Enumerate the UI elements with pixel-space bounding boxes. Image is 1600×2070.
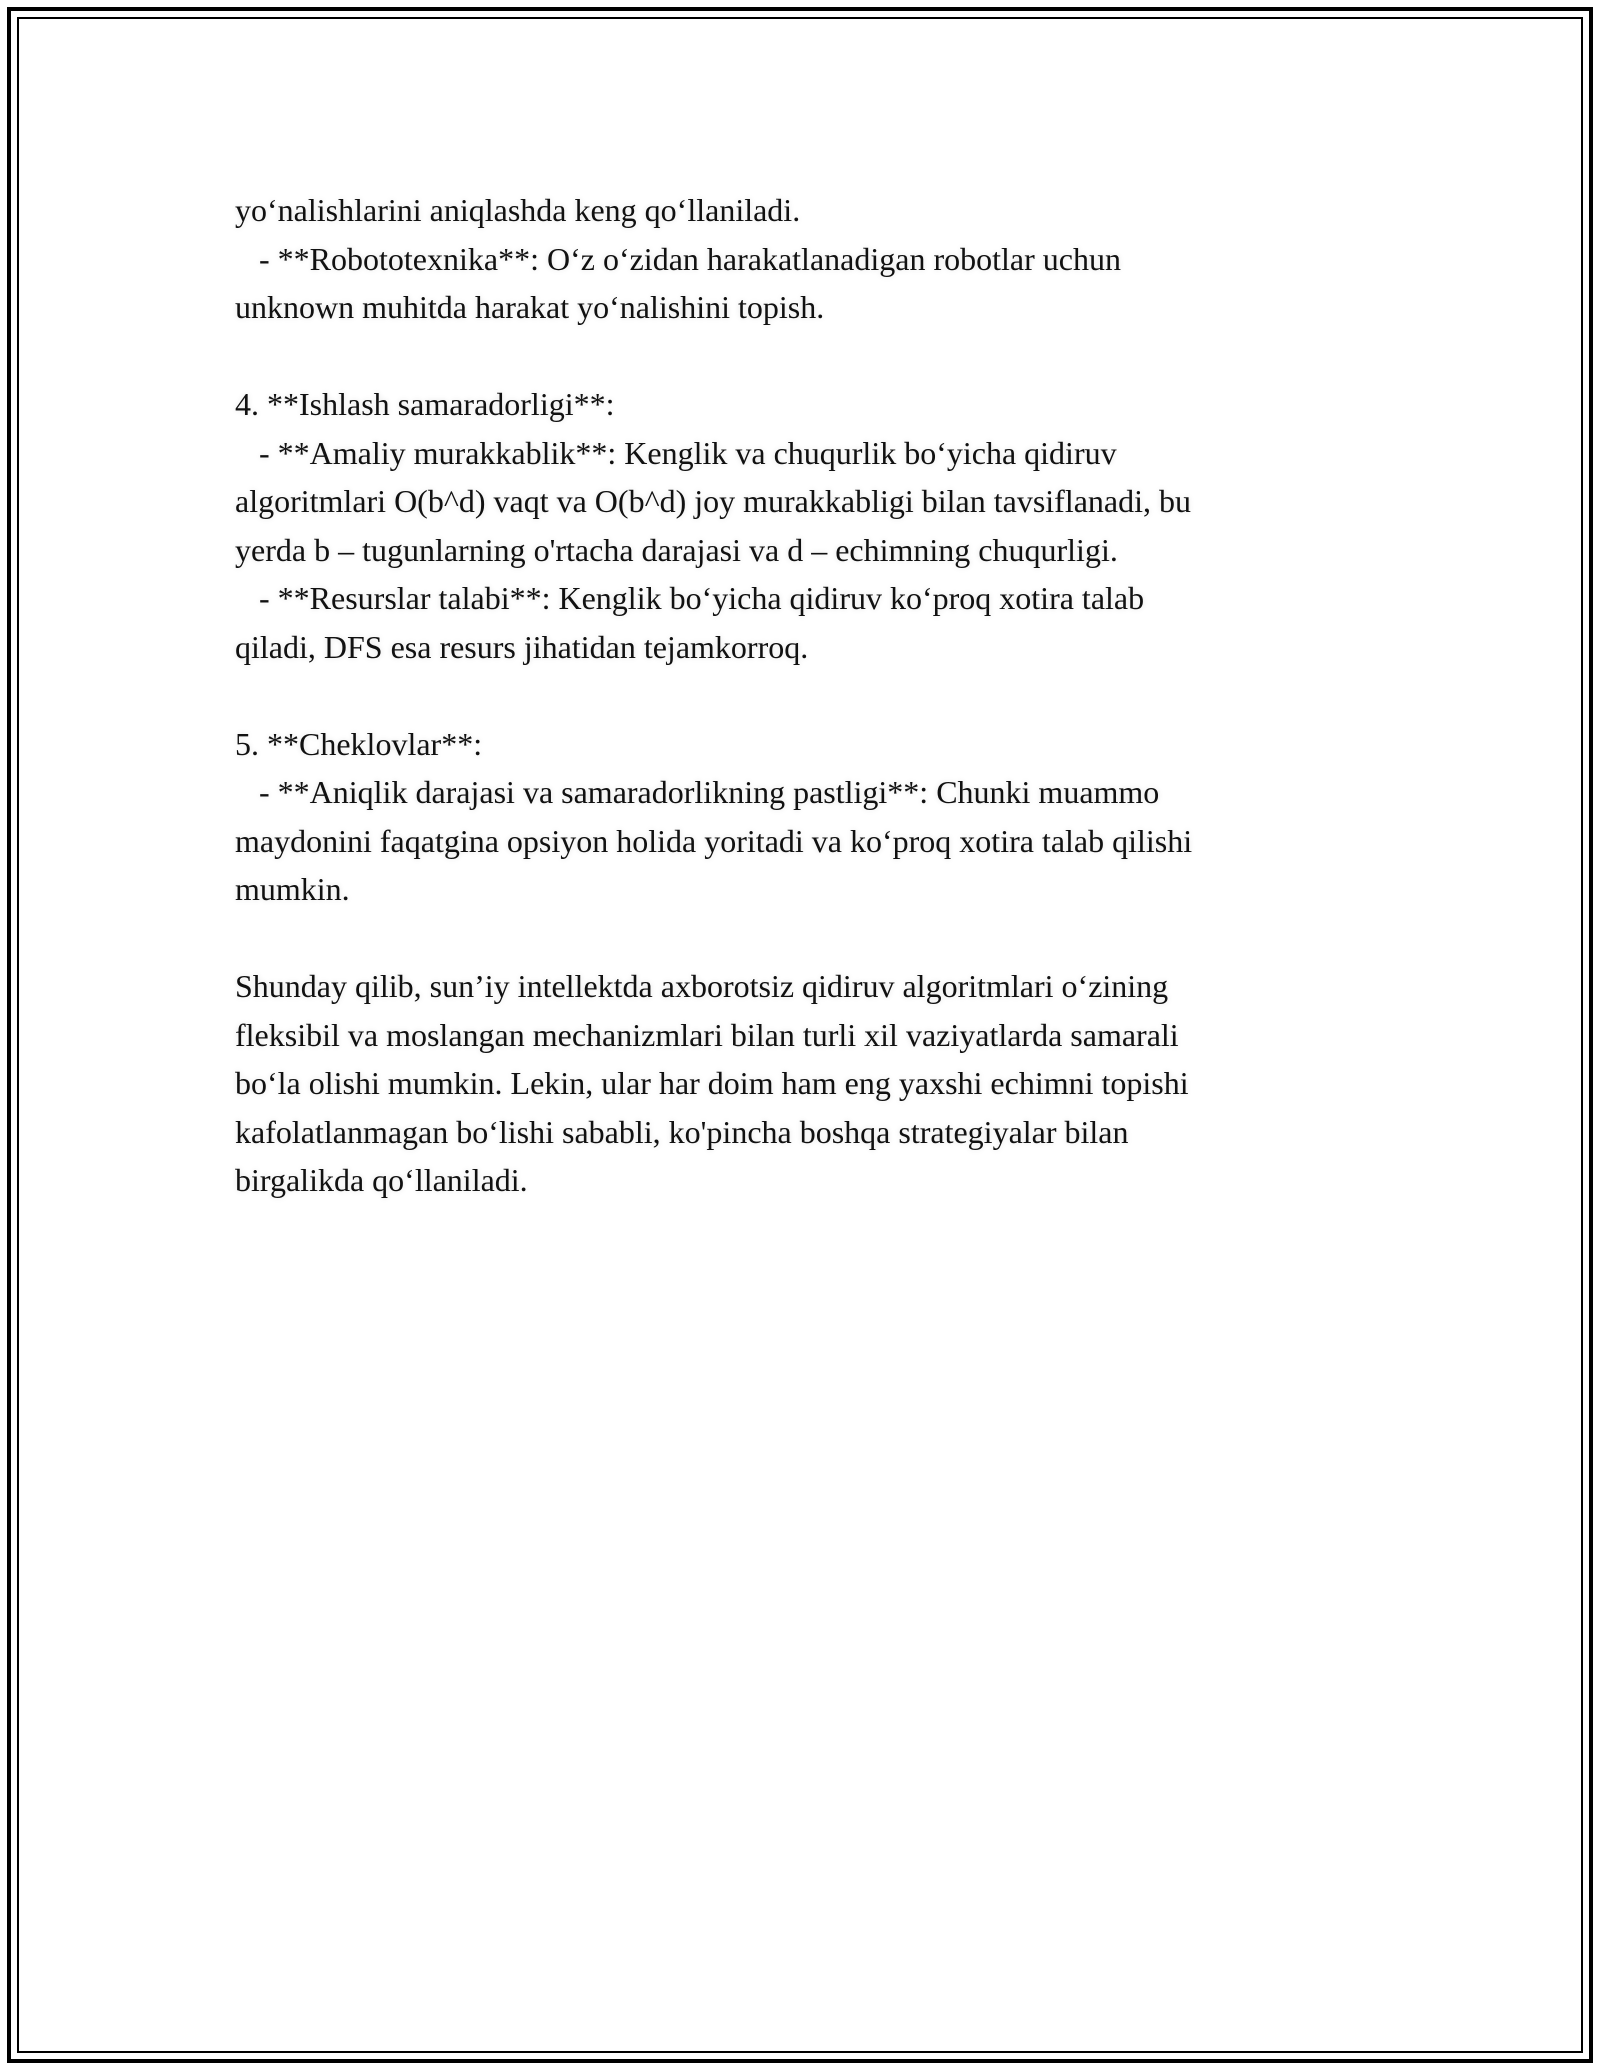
text-line: mumkin. [235,871,350,907]
text-line: - **Resurslar talabi**: Kenglik bo‘yicha qidiruv ko‘proq xotira talab [235,580,1145,616]
text-line: unknown muhitda harakat yo‘nalishini topish. [235,289,825,325]
paragraph-gap [235,332,1385,381]
section-heading: 4. **Ishlash samaradorligi**: [235,386,615,422]
text-line: yerda b – tugunlarning o'rtacha darajasi va d – echimning chuqurligi. [235,531,1118,568]
text-line: maydonini faqatgina opsiyon holida yoritadi va ko‘proq xotira talab qilishi [235,822,1193,859]
text-line: - **Amaliy murakkablik**: Kenglik va chuqurlik bo‘yicha qidiruv [235,434,1117,471]
text-line: yo‘nalishlarini aniqlashda keng qo‘llaniladi. [235,192,801,228]
text-line: birgalikda qo‘llaniladi. [235,1162,528,1198]
text-line: algoritmlari O(b^d) vaqt va O(b^d) joy murakkabligi bilan tavsiflanadi, bu [235,483,1192,519]
text-line: bo‘la olishi mumkin. Lekin, ular har doim ham eng yaxshi echimni topishi [235,1065,1189,1101]
text-line: fleksibil va moslangan mechanizmlari bilan turli xil vaziyatlarda samarali [235,1016,1179,1053]
text-line: - **Aniqlik darajasi va samaradorlikning pastligi**: Chunki muammo [235,774,1160,810]
text-line: Shunday qilib, sun’iy intellektda axborotsiz qidiruv algoritmlari o‘zining [235,968,1169,1004]
document-body [235,186,1385,1205]
section-heading: 5. **Cheklovlar**: [235,725,483,762]
text-line: kafolatlanmagan bo‘lishi sababli, ko'pincha boshqa strategiyalar bilan [235,1113,1129,1150]
paragraph-gap [235,914,1385,963]
text-line: qiladi, DFS esa resurs jihatidan tejamkorroq. [235,628,809,665]
text-line: - **Robototexnika**: O‘z o‘zidan harakatlanadigan robotlar uchun [235,240,1121,277]
paragraph-gap [235,671,1385,720]
